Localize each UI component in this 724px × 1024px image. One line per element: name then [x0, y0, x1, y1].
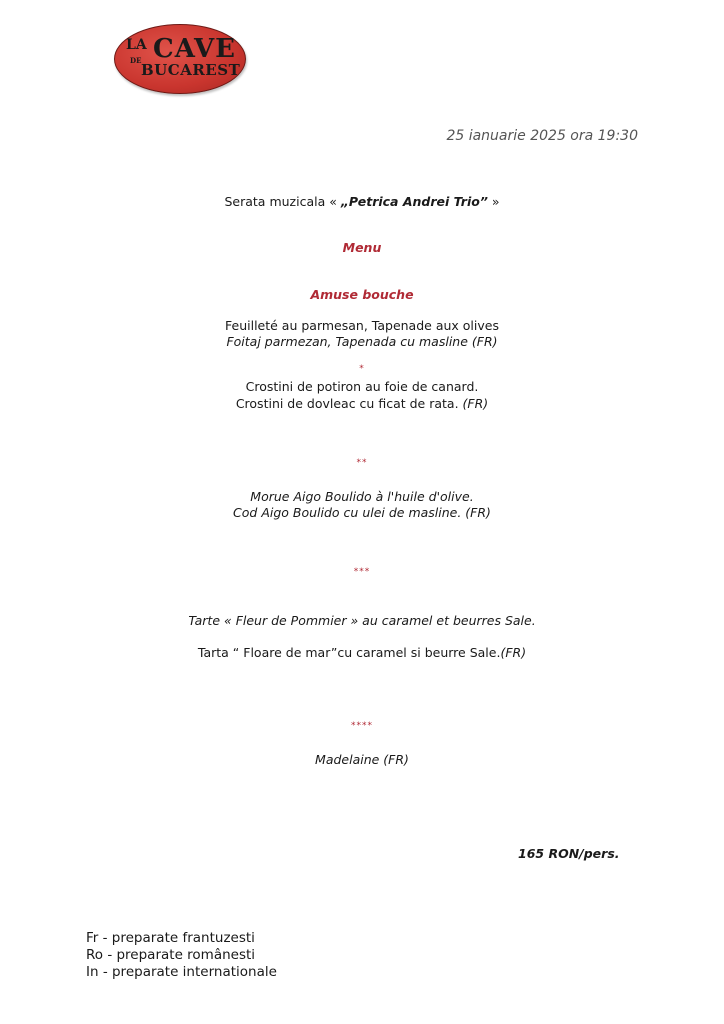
logo-bucarest-text: BUCAREST: [141, 61, 241, 79]
amuse-bouche-title: Amuse bouche: [310, 287, 414, 302]
menu-title: Menu: [342, 240, 382, 255]
tarte-origin-tag: (FR): [500, 645, 527, 660]
madelaine-line: Madelaine (FR): [315, 752, 409, 767]
separator-4: ****: [351, 721, 373, 731]
separator-3: ***: [353, 567, 371, 577]
event-name: „Petrica Andrei Trio”: [340, 194, 488, 209]
morue-fr-line: Morue Aigo Boulido à l'huile d'olive.: [250, 489, 474, 504]
logo-de-text: DE: [130, 56, 142, 65]
logo-la-text: LA: [126, 37, 147, 53]
restaurant-logo: [114, 24, 246, 94]
tarte-ro-text: Tarta “ Floare de mar”cu caramel si beurre Sale.: [197, 645, 501, 660]
crostini-fr-line: Crostini de potiron au foie de canard.: [245, 379, 479, 394]
crostini-origin-tag: (FR): [462, 396, 489, 411]
tarte-fr-line: Tarte « Fleur de Pommier » au caramel et beurres Sale.: [188, 613, 536, 628]
legend-fr: Fr - preparate frantuzesti: [86, 930, 255, 946]
crostini-ro-line: [0, 396, 724, 412]
legend-in: In - preparate internationale: [86, 964, 277, 980]
crostini-ro-text: Crostini de dovleac cu ficat de rata.: [235, 396, 459, 411]
amuse-ro-line: Foitaj parmezan, Tapenada cu masline (FR): [226, 334, 498, 349]
tarte-ro-line: [0, 645, 724, 661]
separator-2: **: [356, 458, 368, 468]
event-date: 25 ianuarie 2025 ora 19:30: [446, 128, 638, 144]
legend-ro: Ro - preparate românesti: [86, 947, 256, 963]
event-suffix: »: [491, 194, 500, 209]
separator-1: *: [359, 364, 365, 374]
event-prefix: Serata muzicala «: [224, 194, 337, 209]
event-title: [0, 194, 724, 210]
logo-cave-text: CAVE: [153, 34, 236, 64]
amuse-fr-line: Feuilleté au parmesan, Tapenade aux olives: [225, 318, 499, 333]
price-per-person: 165 RON/pers.: [518, 846, 620, 861]
morue-ro-line: Cod Aigo Boulido cu ulei de masline. (FR): [233, 505, 491, 520]
